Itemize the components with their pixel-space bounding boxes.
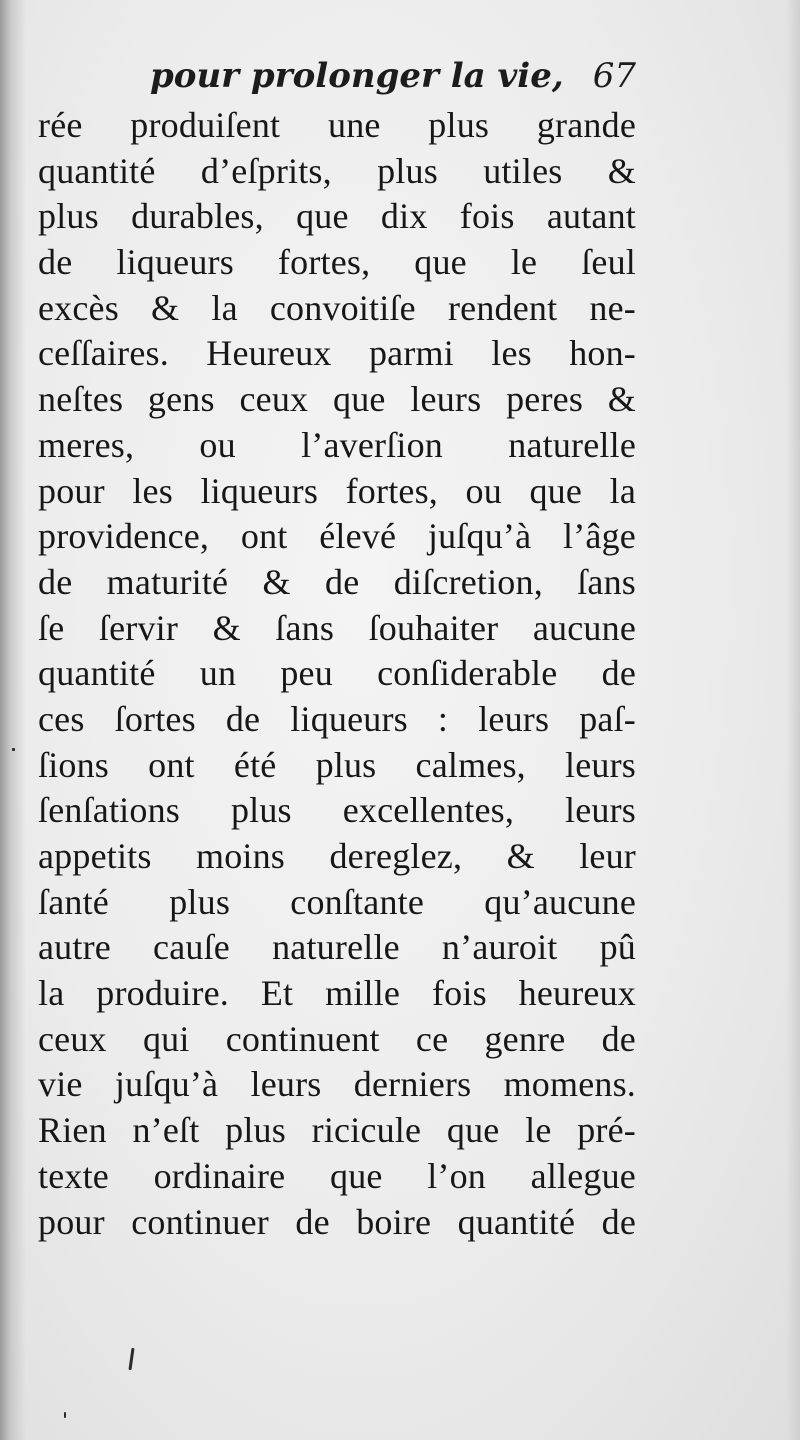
text-line: rée produiſent une plus grande xyxy=(38,105,636,145)
text-line: ſions ont été plus calmes, leurs xyxy=(38,744,636,785)
text-line: ſanté plus conſtante qu’aucune xyxy=(38,881,636,922)
gutter-shadow xyxy=(0,0,26,1440)
text-line: texte ordinaire que l’on allegue xyxy=(38,1155,636,1196)
text-line: excès & la convoitiſe rendent ne- xyxy=(38,287,636,328)
text-line: quantité un peu conſiderable de xyxy=(38,653,636,694)
text-line: vie juſqu’à leurs derniers momens. xyxy=(38,1064,636,1105)
text-line: ceux qui continuent ce genre de xyxy=(38,1018,636,1059)
text-line: plus durables, que dix fois autant xyxy=(38,196,636,237)
text-line: appetits moins dereglez, & leur xyxy=(38,836,636,876)
text-line: ces ſortes de liqueurs : leurs paſ- xyxy=(38,698,636,739)
body-text xyxy=(38,103,636,1245)
paper-speck xyxy=(64,1412,66,1418)
text-line: ſenſations plus excellentes, leurs xyxy=(38,790,636,831)
text-line: de liqueurs fortes, que le ſeul xyxy=(38,242,636,283)
text-line: la produire. Et mille fois heureux xyxy=(38,973,636,1014)
text-line: meres, ou l’averſion naturelle xyxy=(38,424,636,465)
text-line: Rien n’eſt plus ricicule que le pré- xyxy=(38,1110,636,1151)
page-number: 67 xyxy=(592,56,636,96)
paper-speck xyxy=(12,748,15,751)
text-line: pour les liqueurs fortes, ou que la xyxy=(38,470,636,511)
text-line: pour continuer de boire quantité de xyxy=(38,1201,636,1242)
paper-speck xyxy=(128,1348,134,1370)
text-line: providence, ont élevé juſqu’à l’âge xyxy=(38,516,636,557)
text-line: quantité d’eſprits, plus utiles & xyxy=(38,150,636,191)
running-head xyxy=(150,50,640,102)
page-edge-shadow xyxy=(786,0,800,1440)
text-line: neſtes gens ceux que leurs peres & xyxy=(38,379,636,420)
text-line: ceſſaires. Heureux parmi les hon- xyxy=(38,333,636,374)
text-line: de maturité & de diſcretion, ſans xyxy=(38,561,636,602)
text-line: ſe ſervir & ſans ſouhaiter aucune xyxy=(38,607,636,648)
text-line: autre cauſe naturelle n’auroit pû xyxy=(38,927,636,968)
running-title: pour prolonger la vie, xyxy=(150,56,564,96)
